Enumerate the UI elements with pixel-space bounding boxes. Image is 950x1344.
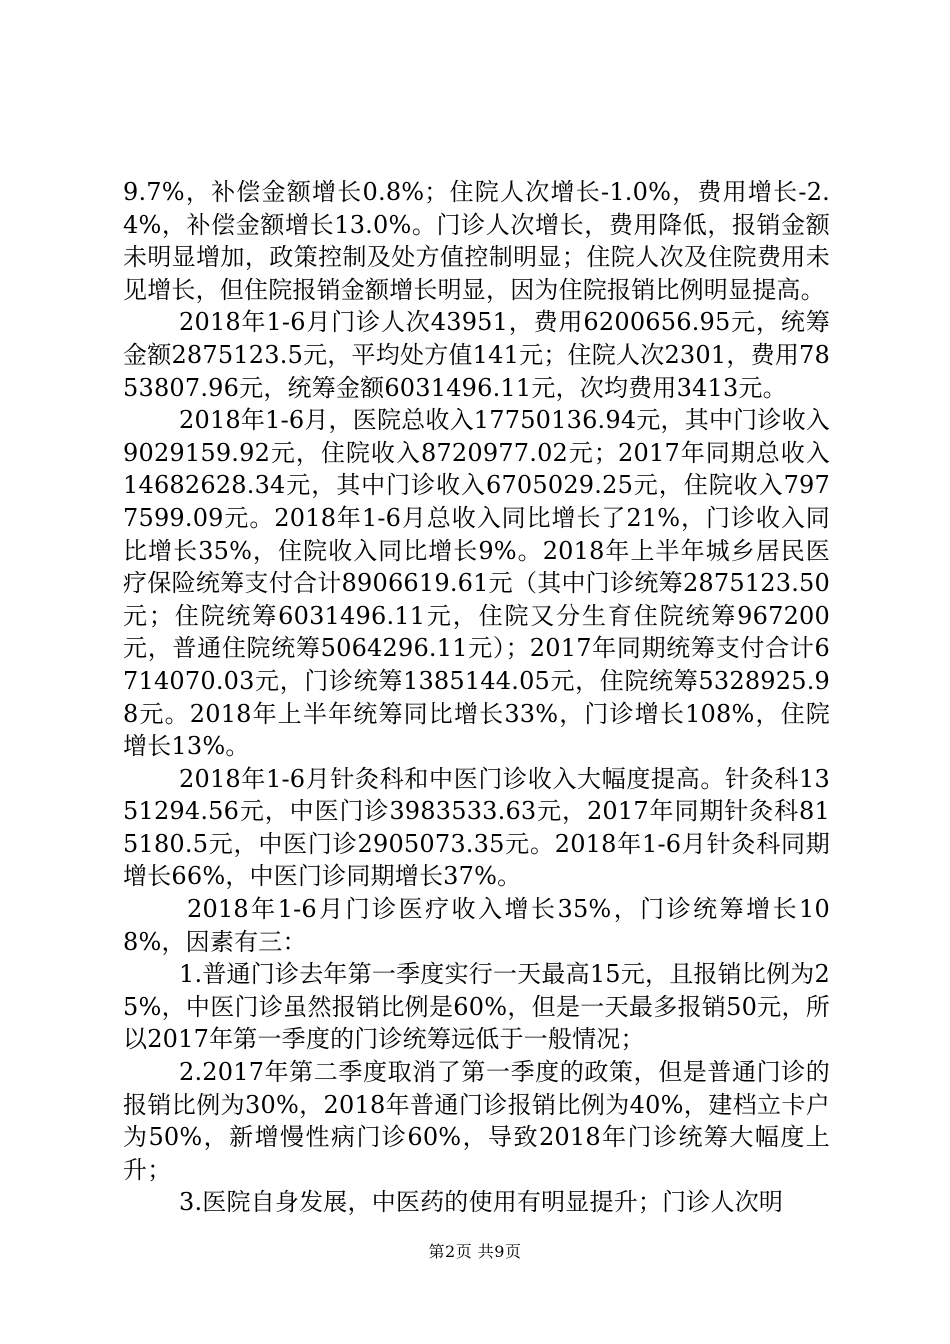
list-item-factor-2: 2.2017年第二季度取消了第一季度的政策，但是普通门诊的报销比例为30%，2018年普通门诊报销比例为40%，建档立卡户为50%，新增慢性病门诊60%，导致2018年门诊统筹大幅度上升； (123, 1058, 830, 1184)
paragraph-factors-intro: 2018年1-6月门诊医疗收入增长35%，门诊统筹增长108%，因素有三： (123, 895, 830, 956)
paragraph-acupuncture-tcm: 2018年1-6月针灸科和中医门诊收入大幅度提高。针灸科1351294.56元，中医门诊3983533.63元，2017年同期针灸科815180.5元，中医门诊2905073.35元。2018年1-6月针灸科同期增长66%，中医门诊同期增长37%。 (123, 764, 830, 891)
document-body (123, 176, 830, 1219)
list-item-factor-3: 3.医院自身发展，中医药的使用有明显提升；门诊人次明 (179, 1188, 784, 1217)
paragraph-hospital-income: 2018年1-6月，医院总收入17750136.94元，其中门诊收入9029159.92元，住院收入8720977.02元；2017年同期总收入14682628.34元，其中门诊收入6705029.25元，住院收入7977599.09元。2018年1-6月总收入同比增长了21%，门诊收入同比增长35%，住院收入同比增长9%。2018年上半年城乡居民医疗保险统筹支付合计8906619.61元（其中门诊统筹2875123.50元；住院统筹6031496.11元，住院又分生育住院统筹967200元，普通住院统筹5064296.11元）；2017年同期统筹支付合计6714070.03元，门诊统筹1385144.05元，住院统筹5328925.98元。2018年上半年统筹同比增长33%，门诊增长108%，住院增长13%。 (123, 406, 830, 761)
paragraph-outpatient-stats: 2018年1-6月门诊人次43951，费用6200656.95元，统筹金额2875123.5元，平均处方值141元；住院人次2301，费用7853807.96元，统筹金额6031496.11元，次均费用3413元。 (123, 308, 830, 402)
list-item-factor-1: 1.普通门诊去年第一季度实行一天最高15元，且报销比例为25%，中医门诊虽然报销比例是60%，但是一天最多报销50元，所以2017年第一季度的门诊统筹远低于一般情况； (123, 960, 830, 1054)
page-number-footer: 第2页 共9页 (428, 1242, 522, 1261)
paragraph-continuation: 9.7%，补偿金额增长0.8%；住院人次增长-1.0%，费用增长-2.4%，补偿金额增长13.0%。门诊人次增长，费用降低，报销金额未明显增加，政策控制及处方值控制明显；住院人次及住院费用未见增长，但住院报销金额增长明显，因为住院报销比例明显提高。 (123, 178, 830, 304)
